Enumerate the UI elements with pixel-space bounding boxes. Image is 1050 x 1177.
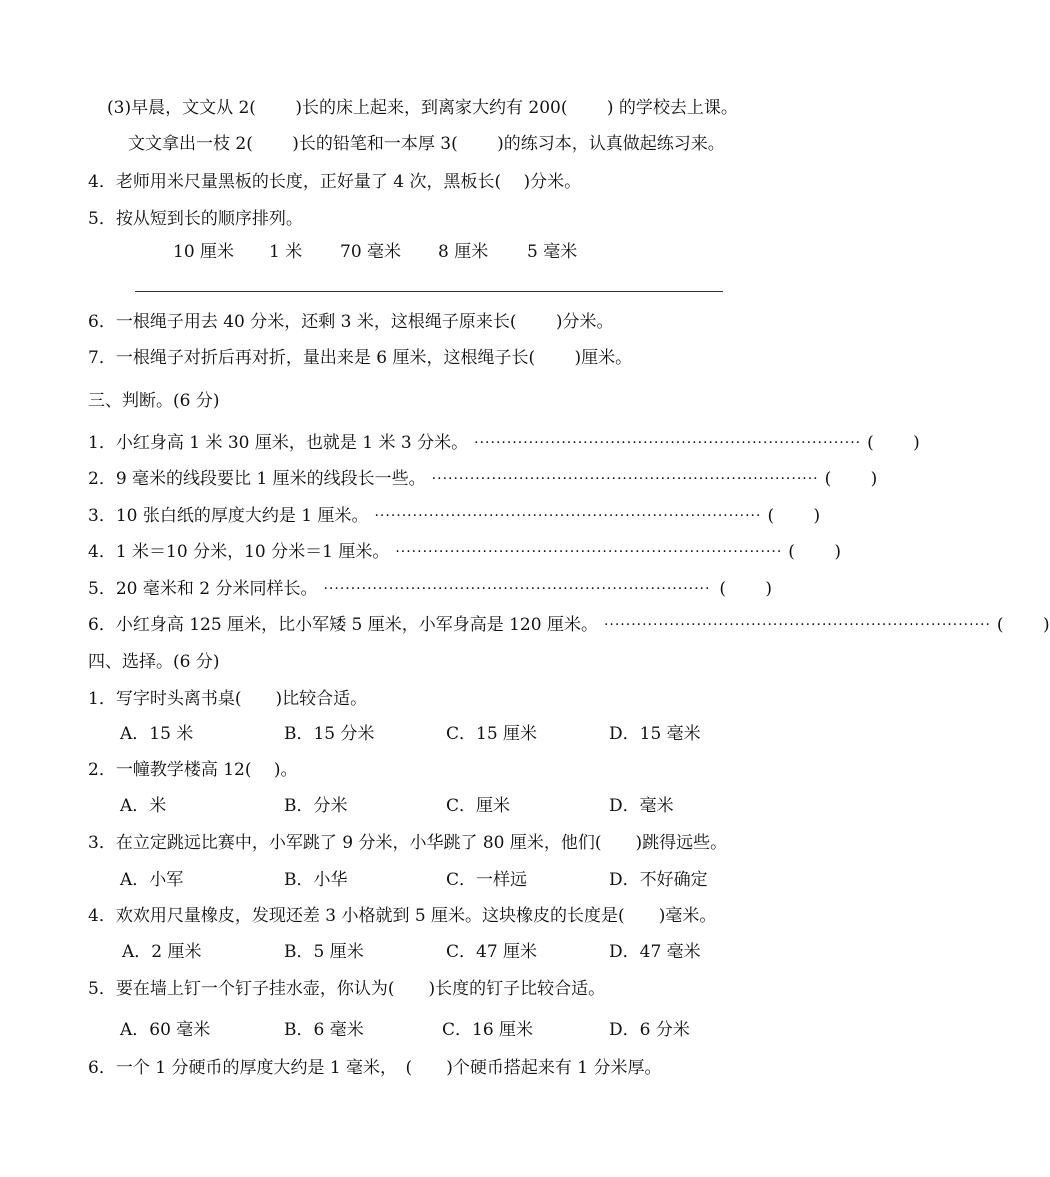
question-4: 4．老师用米尺量黑板的长度，正好量了 4 次，黑板长( )分米。 [88,172,582,192]
option-b[interactable]: B．小华 [284,870,348,890]
option-c[interactable]: C．16 厘米 [442,1020,534,1040]
judge-item [88,614,1050,636]
choice-question-2: 2．一幢教学楼高 12( )。 [88,760,298,780]
option-b[interactable]: B．15 分米 [284,724,375,744]
q5-item: 10 厘米 [173,242,235,262]
judge-item-text: 6．小红身高 125 厘米，比小军矮 5 厘米，小军身高是 120 厘米。 [88,615,598,635]
choice-question-3: 3．在立定跳远比赛中，小军跳了 9 分米，小华跳了 80 厘米，他们( )跳得远些。 [88,833,728,853]
q3-line-1: (3)早晨，文文从 2( )长的床上起来，到离家大约有 200( ) 的学校去上课。 [107,98,738,118]
answer-blank[interactable]: ( ) [767,506,821,526]
leader-dots: ······································································· [603,617,991,633]
judge-item [88,541,841,563]
judge-item-text: 1．小红身高 1 米 30 厘米，也就是 1 米 3 分米。 [88,433,469,453]
q3-line-2: 文文拿出一枝 2( )长的铅笔和一本厚 3( )的练习本，认真做起练习来。 [128,134,725,154]
option-a[interactable]: A．60 毫米 [120,1020,211,1040]
choice-question-6: 6．一个 1 分硬币的厚度大约是 1 毫米， ( )个硬币搭起来有 1 分米厚。 [88,1058,662,1078]
judge-item-text: 3．10 张白纸的厚度大约是 1 厘米。 [88,506,369,526]
judge-item-text: 5．20 毫米和 2 分米同样长。 [88,579,318,599]
choice-question-5: 5．要在墙上钉一个钉子挂水壶，你认为( )长度的钉子比较合适。 [88,979,606,999]
option-c[interactable]: C．厘米 [446,796,511,816]
question-6: 6．一根绳子用去 40 分米，还剩 3 米，这根绳子原来长( )分米。 [88,312,614,332]
q5-item: 8 厘米 [438,242,489,262]
question-5: 5．按从短到长的顺序排列。 [88,209,303,229]
option-a[interactable]: A．15 米 [120,724,194,744]
option-b[interactable]: B．6 毫米 [284,1020,364,1040]
leader-dots: ······································································· [374,508,762,524]
option-c[interactable]: C．一样远 [446,870,528,890]
option-d[interactable]: D．6 分米 [609,1020,690,1040]
judge-item-text: 2．9 毫米的线段要比 1 厘米的线段长一些。 [88,469,426,489]
answer-line [135,291,723,292]
option-b[interactable]: B．分米 [284,796,348,816]
option-d[interactable]: D．47 毫米 [609,942,701,962]
option-a[interactable]: A．2 厘米 [122,942,202,962]
judge-item-text: 4．1 米＝10 分米，10 分米＝1 厘米。 [88,542,390,562]
choice-heading: 四、选择。(6 分) [88,652,220,672]
leader-dots: ······································································· [395,544,783,560]
option-a[interactable]: A．小军 [120,870,184,890]
judge-item [88,505,821,527]
option-a[interactable]: A．米 [120,796,167,816]
option-d[interactable]: D．毫米 [609,796,674,816]
answer-blank[interactable]: ( ) [824,469,878,489]
option-d[interactable]: D．不好确定 [609,870,708,890]
question-7: 7．一根绳子对折后再对折，量出来是 6 厘米，这根绳子长( )厘米。 [88,348,633,368]
leader-dots: ······································································· [431,471,819,487]
judge-item [88,468,878,490]
answer-blank[interactable]: ( ) [719,579,772,599]
q5-item: 1 米 [269,242,303,262]
q5-item: 70 毫米 [340,242,402,262]
leader-dots: ······································································· [323,581,711,597]
judge-heading: 三、判断。(6 分) [88,391,220,411]
judge-item [88,432,920,454]
choice-question-1: 1．写字时头离书桌( )比较合适。 [88,689,368,709]
option-c[interactable]: C．15 厘米 [446,724,538,744]
answer-blank[interactable]: ( ) [867,433,920,453]
leader-dots: ······································································· [474,435,862,451]
option-d[interactable]: D．15 毫米 [609,724,701,744]
answer-blank[interactable]: ( ) [996,615,1050,635]
judge-item [88,578,772,600]
option-b[interactable]: B．5 厘米 [284,942,364,962]
answer-blank[interactable]: ( ) [788,542,841,562]
option-c[interactable]: C．47 厘米 [446,942,538,962]
q5-item: 5 毫米 [527,242,578,262]
choice-question-4: 4．欢欢用尺量橡皮，发现还差 3 小格就到 5 厘米。这块橡皮的长度是( )毫米。 [88,906,717,926]
